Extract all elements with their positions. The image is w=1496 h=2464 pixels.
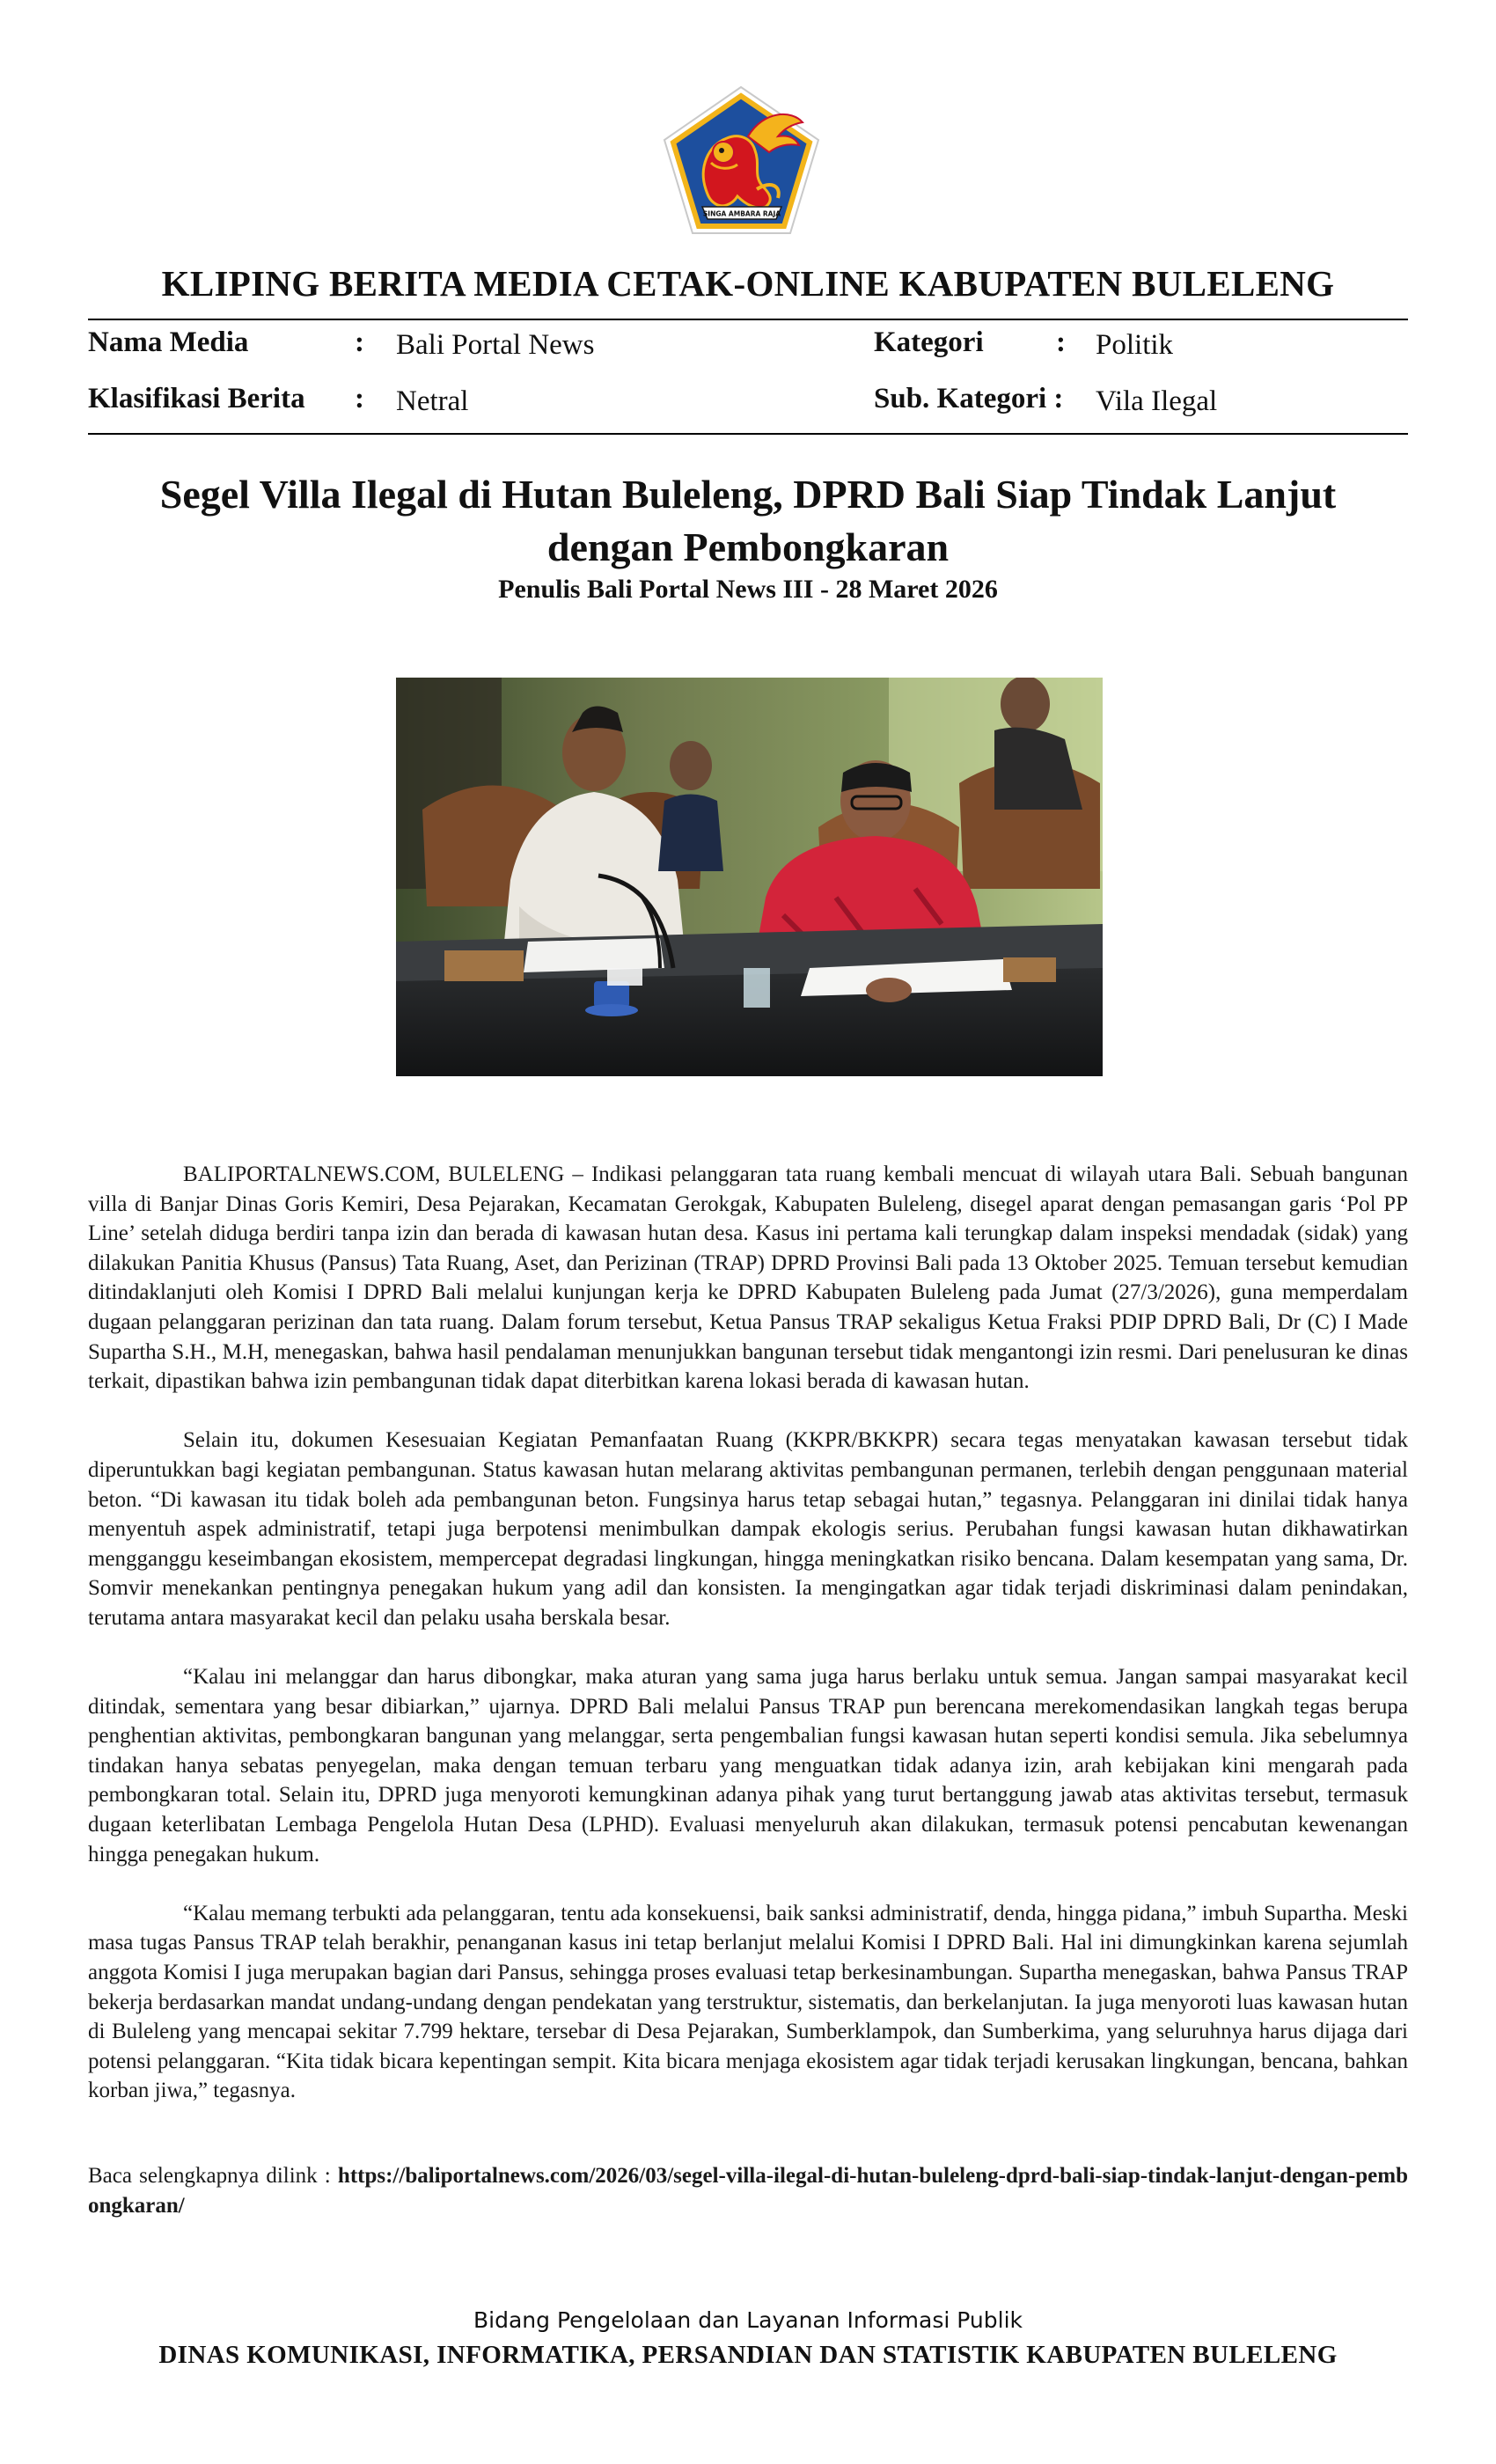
read-more-label: Baca selengkapnya dilink : bbox=[88, 2164, 331, 2188]
klasifikasi-value: Netral bbox=[396, 385, 469, 417]
klasifikasi-colon: : bbox=[355, 383, 364, 414]
header-divider-bottom bbox=[88, 433, 1408, 435]
article-title bbox=[88, 468, 1408, 574]
article-body bbox=[88, 1160, 1408, 2136]
buleleng-emblem-icon bbox=[660, 84, 823, 240]
klasifikasi-label: Klasifikasi Berita bbox=[88, 383, 305, 414]
header-divider-top bbox=[88, 319, 1408, 320]
footer-unit: Bidang Pengelolaan dan Layanan Informasi Publik bbox=[473, 2307, 1023, 2333]
article-paragraph-3: “Kalau ini melanggar dan harus dibongkar, maka aturan yang sama juga harus berlaku untuk semua. Jangan sampai masyarakat kecil ditindak, sementara yang besar dibiarkan,” ujarnya. DPRD Bali melalui Pansus TRAP pun berencana merekomendasikan langkah tegas berupa penghentian aktivitas, pembongkaran bangunan yang melanggar, serta pengembalian fungsi kawasan hutan seperti kondisi semula. Jika sebelumnya tindakan hanya sebatas penyegelan, maka dengan temuan terbaru yang menguatkan tidak adanya izin, arah kebijakan kini mengarah pada pembongkaran total. Selain itu, DPRD juga menyoroti kemungkinan adanya pihak yang turut bertanggung jawab atas aktivitas tersebut, termasuk dugaan keterlibatan Lembaga Pengelola Hutan Desa (LPHD). Evaluasi menyeluruh akan dilakukan, termasuk potensi pencabutan kewenangan hingga penegakan hukum. bbox=[88, 1665, 1408, 1866]
meeting-photo-icon bbox=[396, 678, 1103, 1076]
media-value: Bali Portal News bbox=[396, 329, 595, 361]
subkategori-label: Sub. Kategori : bbox=[874, 383, 1064, 414]
logo-banner-text: SINGA AMBARA RAJA bbox=[702, 209, 781, 218]
article-photo bbox=[396, 678, 1103, 1076]
article-title-line2: dengan Pembongkaran bbox=[546, 524, 950, 569]
read-more-link[interactable]: https://baliportalnews.com/2026/03/segel-villa-ilegal-di-hutan-buleleng-dprd-bali-siap-tindak-lanjut-dengan-pembongkaran/ bbox=[88, 2164, 1409, 2218]
media-label: Nama Media bbox=[88, 326, 249, 358]
footer-department: DINAS KOMUNIKASI, INFORMATIKA, PERSANDIAN DAN STATISTIK KABUPATEN BULELENG bbox=[158, 2341, 1338, 2369]
article-paragraph-4: “Kalau memang terbukti ada pelanggaran, tentu ada konsekuensi, baik sanksi administratif, denda, hingga pidana,” imbuh Supartha. Meski masa tugas Pansus TRAP telah berakhir, penanganan kasus ini tetap berlanjut melalui Komisi I DPRD Bali. Hal ini dimungkinkan karena sejumlah anggota Komisi I juga merupakan bagian dari Pansus, sehingga proses evaluasi tetap berkesinambungan. Supartha menegaskan, bahwa Pansus TRAP bekerja berdasarkan mandat undang-undang dengan pendekatan yang terstruktur, sistematis, dan berkelanjutan. Ia juga menyoroti luas kawasan hutan di Buleleng yang mencapai sekitar 7.799 hektare, tersebar di Desa Pejarakan, Sumberklampok, dan Sumberkima, yang seluruhnya harus dijaga dari potensi pelanggaran. “Kita tidak bicara kepentingan sempit. Kita bicara menjaga ekosistem agar tidak terjadi kerusakan lingkungan, bencana, bahkan korban jiwa,” tegasnya. bbox=[88, 1901, 1408, 2103]
media-colon: : bbox=[355, 326, 364, 358]
article-title-line1: Segel Villa Ilegal di Hutan Buleleng, DPRD Bali Siap Tindak Lanjut bbox=[159, 472, 1337, 517]
read-more bbox=[88, 2161, 1408, 2220]
article-paragraph-1: BALIPORTALNEWS.COM, BULELENG – Indikasi pelanggaran tata ruang kembali mencuat di wilayah utara Bali. Sebuah bangunan villa di Banjar Dinas Goris Kemiri, Desa Pejarakan, Kecamatan Gerokgak, Kabupaten Buleleng, disegel aparat dengan pemasangan garis ‘Pol PP Line’ setelah diduga berdiri tanpa izin dan berada di kawasan hutan desa. Kasus ini pertama kali terungkap dalam inspeksi mendadak (sidak) yang dilakukan Panitia Khusus (Pansus) Tata Ruang, Aset, dan Perizinan (TRAP) DPRD Provinsi Bali pada 13 Oktober 2025. Temuan tersebut kemudian ditindaklanjuti oleh Komisi I DPRD Bali melalui kunjungan kerja ke DPRD Kabupaten Buleleng pada Jumat (27/3/2026), guna memperdalam dugaan pelanggaran perizinan dan tata ruang. Dalam forum tersebut, Ketua Pansus TRAP sekaligus Ketua Fraksi PDIP DPRD Bali, Dr (C) I Made Supartha S.H., M.H, menegaskan, bahwa hasil pendalaman menunjukkan bangunan tersebut tidak mengantongi izin resmi. Dari penelusuran ke dinas terkait, dipastikan bahwa izin pembangunan tidak dapat diterbitkan karena lokasi berada di kawasan hutan. bbox=[88, 1162, 1408, 1394]
subkategori-value: Vila Ilegal bbox=[1096, 385, 1218, 417]
article-byline: Penulis Bali Portal News III - 28 Maret 2026 bbox=[498, 575, 998, 604]
kategori-colon: : bbox=[1056, 326, 1066, 358]
kategori-label: Kategori bbox=[874, 326, 984, 358]
article-paragraph-2: Selain itu, dokumen Kesesuaian Kegiatan Pemanfaatan Ruang (KKPR/BKKPR) secara tegas menyatakan kawasan tersebut tidak diperuntukkan bagi kegiatan pembangunan. Status kawasan hutan melarang aktivitas pembangunan permanen, terlebih dengan penggunaan material beton. “Di kawasan itu tidak boleh ada pembangunan beton. Fungsinya harus tetap sebagai hutan,” tegasnya. Pelanggaran ini dinilai tidak hanya menyentuh aspek administratif, tetapi juga berpotensi menimbulkan dampak ekologis serius. Perubahan fungsi kawasan hutan dikhawatirkan mengganggu keseimbangan ekosistem, mempercepat degradasi lingkungan, hingga meningkatkan risiko bencana. Dalam kesempatan yang sama, Dr. Somvir menekankan pentingnya penegakan hukum yang adil dan konsisten. Ia mengingatkan agar tidak terjadi diskriminasi dalam penindakan, terutama antara masyarakat kecil dan pelaku usaha berskala besar. bbox=[88, 1428, 1408, 1630]
kategori-value: Politik bbox=[1096, 329, 1174, 361]
kliping-header-title: KLIPING BERITA MEDIA CETAK-ONLINE KABUPATEN BULELENG bbox=[161, 263, 1335, 304]
